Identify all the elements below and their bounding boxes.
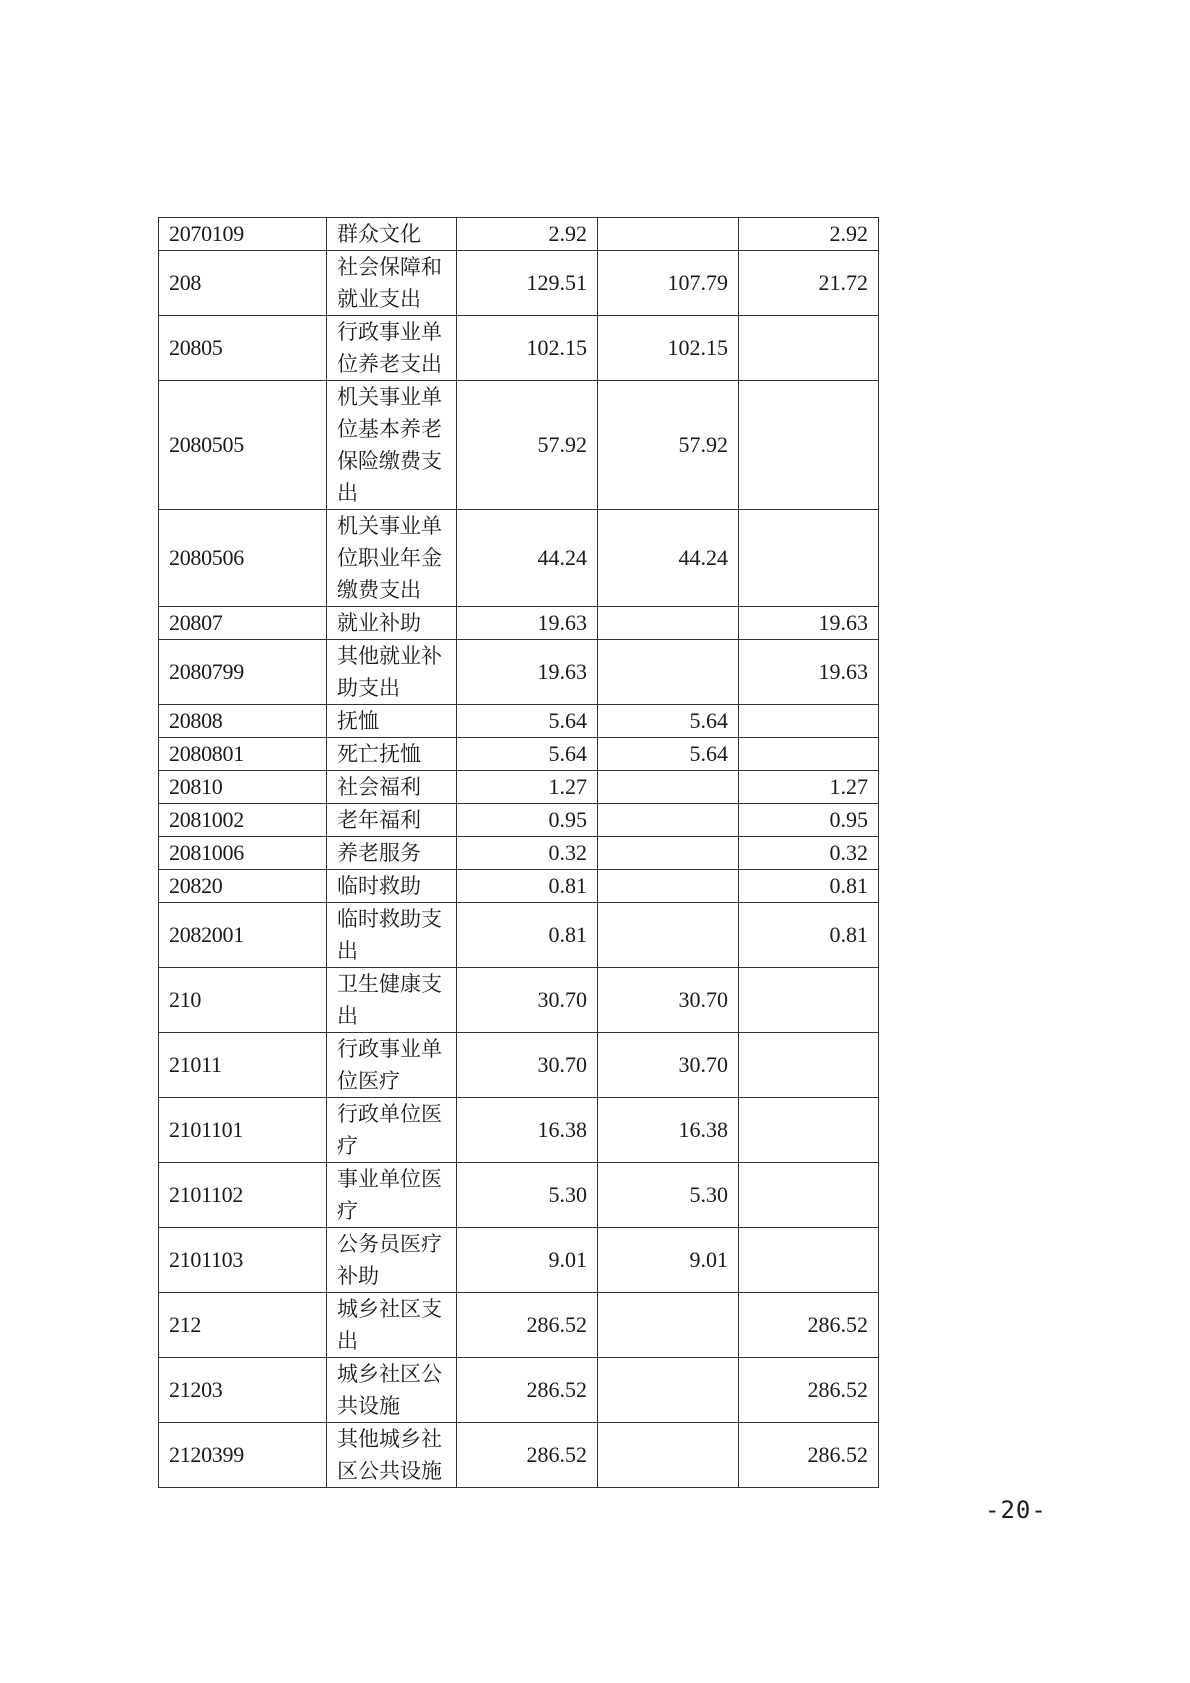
cell-basic: 30.70 [598, 968, 739, 1033]
cell-total: 2.92 [457, 218, 598, 251]
cell-project [739, 1228, 879, 1293]
cell-name: 城乡社区公共设施 [327, 1358, 457, 1423]
table-row [159, 251, 879, 316]
cell-basic [598, 1358, 739, 1423]
table-row [159, 316, 879, 381]
cell-project: 1.27 [739, 771, 879, 804]
cell-project: 286.52 [739, 1293, 879, 1358]
cell-code: 21203 [159, 1358, 327, 1423]
cell-total: 5.64 [457, 738, 598, 771]
cell-name: 社会福利 [327, 771, 457, 804]
cell-total: 30.70 [457, 968, 598, 1033]
cell-basic [598, 804, 739, 837]
cell-project: 286.52 [739, 1423, 879, 1488]
cell-project [739, 1033, 879, 1098]
table-row [159, 968, 879, 1033]
cell-project [739, 510, 879, 607]
cell-project: 0.32 [739, 837, 879, 870]
cell-code: 20808 [159, 705, 327, 738]
table-row [159, 804, 879, 837]
cell-project [739, 1098, 879, 1163]
cell-code: 2101101 [159, 1098, 327, 1163]
cell-total: 57.92 [457, 381, 598, 510]
cell-total: 44.24 [457, 510, 598, 607]
budget-expenditure-table [158, 217, 879, 1488]
cell-code: 21011 [159, 1033, 327, 1098]
table-row [159, 381, 879, 510]
cell-project [739, 381, 879, 510]
cell-total: 30.70 [457, 1033, 598, 1098]
cell-basic [598, 1423, 739, 1488]
cell-code: 20810 [159, 771, 327, 804]
cell-code: 20820 [159, 870, 327, 903]
table-row [159, 218, 879, 251]
cell-basic: 44.24 [598, 510, 739, 607]
cell-code: 2101103 [159, 1228, 327, 1293]
cell-name: 行政单位医疗 [327, 1098, 457, 1163]
cell-basic [598, 870, 739, 903]
cell-project: 286.52 [739, 1358, 879, 1423]
cell-name: 社会保障和就业支出 [327, 251, 457, 316]
cell-name: 临时救助支出 [327, 903, 457, 968]
cell-project: 2.92 [739, 218, 879, 251]
cell-name: 抚恤 [327, 705, 457, 738]
table-row [159, 1358, 879, 1423]
cell-total: 129.51 [457, 251, 598, 316]
cell-total: 19.63 [457, 607, 598, 640]
cell-total: 102.15 [457, 316, 598, 381]
cell-project: 0.81 [739, 870, 879, 903]
table-row [159, 640, 879, 705]
cell-name: 行政事业单位医疗 [327, 1033, 457, 1098]
cell-basic: 107.79 [598, 251, 739, 316]
table-body [159, 218, 879, 1488]
table-row [159, 1163, 879, 1228]
cell-project: 19.63 [739, 607, 879, 640]
cell-basic: 9.01 [598, 1228, 739, 1293]
table-row [159, 1098, 879, 1163]
cell-basic: 5.64 [598, 738, 739, 771]
cell-total: 19.63 [457, 640, 598, 705]
cell-name: 死亡抚恤 [327, 738, 457, 771]
table-row [159, 705, 879, 738]
cell-name: 公务员医疗补助 [327, 1228, 457, 1293]
cell-total: 0.81 [457, 903, 598, 968]
cell-code: 2082001 [159, 903, 327, 968]
cell-project [739, 705, 879, 738]
cell-project: 0.81 [739, 903, 879, 968]
cell-code: 212 [159, 1293, 327, 1358]
cell-name: 机关事业单位职业年金缴费支出 [327, 510, 457, 607]
cell-project: 0.95 [739, 804, 879, 837]
cell-basic: 57.92 [598, 381, 739, 510]
table-row [159, 837, 879, 870]
cell-total: 9.01 [457, 1228, 598, 1293]
cell-project [739, 316, 879, 381]
cell-name: 就业补助 [327, 607, 457, 640]
cell-total: 1.27 [457, 771, 598, 804]
cell-code: 2120399 [159, 1423, 327, 1488]
cell-total: 5.30 [457, 1163, 598, 1228]
table-row [159, 771, 879, 804]
cell-name: 群众文化 [327, 218, 457, 251]
cell-total: 0.32 [457, 837, 598, 870]
cell-code: 2080799 [159, 640, 327, 705]
table-row [159, 607, 879, 640]
table-row [159, 1293, 879, 1358]
cell-total: 286.52 [457, 1293, 598, 1358]
cell-basic: 16.38 [598, 1098, 739, 1163]
table-row [159, 1423, 879, 1488]
cell-basic [598, 837, 739, 870]
cell-project [739, 1163, 879, 1228]
cell-project: 21.72 [739, 251, 879, 316]
cell-code: 2081006 [159, 837, 327, 870]
cell-basic [598, 640, 739, 705]
cell-code: 2101102 [159, 1163, 327, 1228]
cell-code: 2080506 [159, 510, 327, 607]
cell-basic: 5.30 [598, 1163, 739, 1228]
cell-code: 2080801 [159, 738, 327, 771]
cell-basic: 102.15 [598, 316, 739, 381]
cell-basic [598, 1293, 739, 1358]
cell-basic [598, 771, 739, 804]
table-row [159, 903, 879, 968]
cell-basic [598, 218, 739, 251]
cell-name: 临时救助 [327, 870, 457, 903]
cell-name: 其他城乡社区公共设施 [327, 1423, 457, 1488]
table-row [159, 738, 879, 771]
cell-project [739, 738, 879, 771]
cell-name: 事业单位医疗 [327, 1163, 457, 1228]
cell-code: 20807 [159, 607, 327, 640]
cell-code: 2070109 [159, 218, 327, 251]
cell-total: 0.95 [457, 804, 598, 837]
cell-code: 20805 [159, 316, 327, 381]
cell-total: 286.52 [457, 1358, 598, 1423]
cell-total: 0.81 [457, 870, 598, 903]
table-row [159, 510, 879, 607]
cell-name: 行政事业单位养老支出 [327, 316, 457, 381]
cell-project [739, 968, 879, 1033]
cell-total: 5.64 [457, 705, 598, 738]
cell-basic: 30.70 [598, 1033, 739, 1098]
cell-total: 286.52 [457, 1423, 598, 1488]
cell-basic: 5.64 [598, 705, 739, 738]
cell-name: 卫生健康支出 [327, 968, 457, 1033]
page-number: -20- [985, 1496, 1047, 1524]
cell-total: 16.38 [457, 1098, 598, 1163]
table-row [159, 1228, 879, 1293]
cell-name: 老年福利 [327, 804, 457, 837]
table-row [159, 1033, 879, 1098]
cell-project: 19.63 [739, 640, 879, 705]
cell-basic [598, 903, 739, 968]
table-row [159, 870, 879, 903]
cell-code: 2080505 [159, 381, 327, 510]
cell-name: 其他就业补助支出 [327, 640, 457, 705]
cell-name: 城乡社区支出 [327, 1293, 457, 1358]
cell-name: 养老服务 [327, 837, 457, 870]
cell-code: 210 [159, 968, 327, 1033]
cell-name: 机关事业单位基本养老保险缴费支出 [327, 381, 457, 510]
cell-basic [598, 607, 739, 640]
cell-code: 2081002 [159, 804, 327, 837]
cell-code: 208 [159, 251, 327, 316]
